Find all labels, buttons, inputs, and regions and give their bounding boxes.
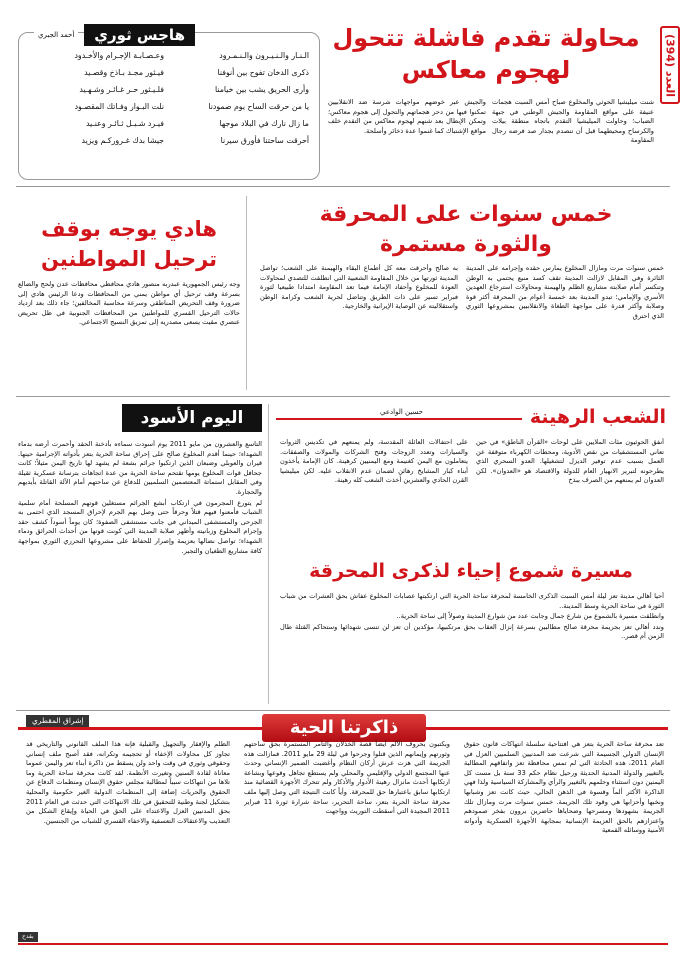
art6-paragraph: وانطلقت مسيرة بالشموع من شارع جمال وجابت عدد من شوارع المدينة وصولاً إلى ساحة الحرية..	[396, 612, 664, 621]
poem-line: فيـثور مجـد بـاذخ وقصـيد	[84, 68, 164, 77]
art7-author: إشراق المقطري	[26, 715, 89, 727]
art7-col-1: تعد محرقة ساحة الحرية بتعز هي افتتاحية سلسلة انتهاكات قانون حقوق الإنسان الدولي الجسيمة التي شرعت ضد المدنيين السلميين العزل في العام 2011، هذه الحادثة التي لم تمس محافظة تعز واتفاقهم المطالبة بالتغيير والدولة المدنية الحديثة ورحيل نظام حكم 33 سنة بل مست كل اليمنين دون استثناء وحلمهم بالتغيير والرأي والمشاركة السياسية ولذا فهي الذاكرة الأكثر ألماً وقسوة في الذهن الحالي، حيث كانت تعز وشبابها ونخبها وأحزابها هي وقود تلك الجريمة. خمس سنوات مرت ومازال تلك الجريمة بشهودها ومسرحها وضحاياها حاضرين يروون بفخر صمودهم واعتزازهم بالحق العزيمة الإنسانية بمجابهة الأجهزة العسكرية وأدواته الأمنية ووسائله القمعية	[464, 740, 664, 835]
poem-line: ما زال نارك في البلاد موجها	[219, 119, 309, 128]
divider	[18, 943, 668, 945]
issue-number: العدد (394)	[660, 26, 680, 104]
art6-body	[280, 592, 664, 704]
art1-col-right: شنت ميليشيا الحوثي والمخلوع صباح أمس السبت هجمات عنيفة على مواقع المقاومة والجيش الوطني في جبهة الضباب؛ وحاولت الميليشيا التقدم باتجاه منطقة بيلات والكرساح ومحيطهما قبل أن تنصدم بجدار صد فرضه رجال المقاومة	[492, 98, 654, 145]
art1-title	[326, 22, 646, 86]
art2-col-left: به صالح وأحرقت معه كل أطماع البقاء والهيمنة على الشعب؛ تواصل المدينة ثورتها من خلال المقاومة الشعبية التي انطلقت للتصدي لمحاولات العودة للمخلوع وأحفاد الإمامة فيما تعد المقاومة امتدادا طبيعيا لثورة فبراير تسير على ذات الطريق وتناضل لحرية الشعب وكرامة الوطن واستقلاليته عن الوصاية الإيرانية والخارجية.	[260, 264, 458, 311]
poem-line: أحرقت ساحتنا فأورق سيرنا	[220, 136, 309, 145]
divider	[16, 396, 670, 397]
art1-col-left: والجيش عبر خوضهم مواجهات شرسة ضد الانقلابيين تمكنوا فيها من دحر هجماتهم والتحول إلى هجوم معاكس؛ وتمكن الإبطال بعد شنهم لهجوم معاكس من التقدم خلف مواقع الإشتباك كما غنموا عدة ذخائر وأسلحة.	[328, 98, 486, 135]
poem-line: وعـصـابـة الإجـرام والأخـدود	[74, 51, 164, 60]
divider	[16, 710, 670, 711]
art6-paragraph: وندد أهالي تعز بجريمة محرقة صالح مطالبين بسرعة إنزال العقاب بحق مرتكبيها، مؤكدين أن تعز لن تنسى شهدائها وستحاكم القتلة طال الزمن أم قصر..	[280, 622, 664, 641]
art6-title: مسيرة شموع إحياء لذكرى المحرقة	[309, 560, 633, 582]
art5-title: اليوم الأسود	[122, 404, 262, 432]
poem-line: جيشا بدك غـرورکـم ويزيد	[81, 136, 164, 145]
art5-paragraph: لم يتورع المجرمون في ارتكاب أبشع الجرائم مستغلين قوتهم المسلحة أمام سلمية الشباب فأمعنوا فيهم قتلاً وحرقاً حتى وصل بهم الجرم لإحراق المسجد الذي احتمى به الجرحى والمستشفى الميداني في جانب مستشفى الصفوة؛ كان يوماً أسوداً كشف حقد وإجرام المخلوع وزبانيته وأظهر صلابة المدينة التي كونت قوتها من أحداث الحرائق ودماء الشهداء؛ تواصل نضالها بعزيمة وإصرار للحفاظ على مشروعها التحرري الثوري بمواجهة كافة مشاريع الطغيان والتجبر.	[18, 498, 262, 555]
art7-col-2: وبكتبون بحروف الألم أيضاً قصة الخذلان والتآمر المستمرة بحق ساحتهم وثورتهم وإيمانهم الذين قتلوا وجرحوا في ليلة 29 مايو 2011. فمازالت هذه الجريمة التي هزت عرش أركان النظام وأغضبت الضمير الإنساني وحدث عنها المجتمع الدولي والإقليمي والمحلي ولم يستطع تجاهل وقوعها وبشاعة ارتكابها أحدث مانزال رهينة الأدوار والأذكار ولم تتحرك الأجهزة القضائية منذ ارتكابها سابق باعتبارها حق للمحرقة. وأياً كانت النتيجة التي وصل إليها ملف محرقة ساحة الحرية بتعز، ساحة التحرير، ساحة شرارة ثورة 11 فبراير 2011 المجيدة التي أسقطت التوريث وواجهت	[244, 740, 450, 816]
page-footer-tag: بقدح	[18, 932, 38, 942]
art4-col-right: أنفق الحوثيون مئات الملايين على لوحات «القرآن الناطق» في حين تعاني المستشفيات من نقص الأدوية، ومحطات الكهرباء متوقفة عن العمل بسبب عدم توفير الديزل لتشغيلها. العدو السحري الذي يطرحونه لتبرير الانهيار العام للدولة والاقتصاد هو «العدوان». لكن العدوان لم يمنعهم من الصرف ببذخ	[476, 438, 664, 485]
art3-body: وجه رئيس الجمهورية عبدربه منصور هادي محافظي محافظات عدن ولحج والضالع بسرعة وقف ترحيل أي مواطن يمني من المحافظات ودعا الرئيس هادي إلى ضرورة وقف التحريض المناطقي وسرعة محاسبة المخالفين؛ جاء ذلك بعد ازدياد حالات الترحيل القسري للمواطنين من المحافظات الجنوبية في ظل تحريض عنصري مقيت يسعى مصدريه إلى تمزيق النسيج الاجتماعي.	[18, 280, 240, 327]
divider	[16, 186, 670, 187]
poem-author: أحمد الجبري	[34, 31, 78, 39]
poem-box	[18, 32, 320, 180]
poem-label: هاجس ثوري	[84, 24, 195, 46]
art1-title-line1: محاولة تقدم فاشلة تتحول	[332, 24, 640, 52]
poem-line: يا من حرقت الساح يوم صمودنا	[208, 102, 309, 111]
art6-paragraph: أحيا أهالي مدينة تعز ليلة أمس السبت الذكرى الخامسة لمحرقة ساحة الحرية التي ارتكبتها عصابات المخلوع عفاش بحق العشرات من شباب الثورة في ساحة الحرية وسط المدينة..	[280, 592, 664, 610]
poem-right-column	[174, 47, 309, 149]
poem-line: وأرى الحريق يشب بين خيامنا	[215, 85, 309, 94]
poem-line: ذكرى الدخان تفوح بين أنوفنا	[217, 68, 309, 77]
divider	[246, 196, 247, 390]
art4-author: حسين الوادعي	[376, 408, 427, 416]
divider	[268, 404, 269, 704]
art5-body	[18, 440, 262, 700]
art2-title-line1: خمس سنوات على المحرقة	[319, 202, 613, 227]
poem-line: فيـرد شـبـل ثـائـر وعنـيد	[85, 119, 164, 128]
art4-col-left: على احتفالات العائلة المقدسة، ولم يمنعهم في تكديس الثروات والسيارات وتعدد الزوجات وفتح الشركات والمولات والصفقات. يتعاملون مع اليمن كغنيمة ومع اليمنيين كرهينة. كان الإمامة يأخذون أبناء كبار المشايخ رهائن لضمان عدم الانقلاب عليه. لكن ميليشيا القرن الحادي والعشرين أخذت الشعب كله رهينة.	[280, 438, 468, 485]
poem-line: الـنـار والـنـيـرون والـنـمـرود	[219, 51, 309, 60]
poem-left-column	[29, 47, 164, 149]
art7-col-3: الظلم والإفقار والتجهيل والقبلية فإنه هذا الملف القانوني والتاريخي قد تجاوز كل محاولات الإخفاء أو تحجيمه وتكرانه، فقد أصبح ملف إنساني وحقوقي وثوري في وقت واحد ولن يسقط من ذاكرة أبناء تعز واليمن عموما معاناة لقادة السنين وتغيرت الأنظمة. لقد كانت محرقة ساحة الحرية وما تلاها من انتهاكات سبباً لمطالبة مجلس حقوق الإنسان ومنظمات الدفاع عن الحقوق والحريات إضافة إلى المنظمات الدولية الغير حكومية والمحلية بتشكيل لجنة وطنية للتحقيق في تلك الانتهاكات التي حدثت في العام 2011 بحق المدنيين العزل والاعتداء على الحق في الحياة وإيقاع الشكل من التعذيب والاعتقالات التعسفية والاخفاء القسري للشباب من الجنسين.	[26, 740, 230, 825]
art4-header	[276, 404, 666, 426]
art5-paragraph: التاسع والعشرون من مايو 2011 يوم أسودت سماءه بأدخنة الحقد وأحمرت أرضه بدماء الشهداء؛ حينما أقدم المخلوع صالح على إحراق ساحة الحرية بتعز بأدواته الإجرامية حينها. قيران والعوبلي وضبعان الذين ارتكبوا جرائم بشعة لم يشهد لها تاريخ اليمن مثيلاً؛ كانت جحافل قوات المخلوع يومها تقتحم ساحة الحرية من عدة اتجاهات بترسانة عسكرية ثقيلة وفي المقابل استماتة المعتصمين السلميين للدفاع عن ساحتهم أمام الآلة القاتلة بأيديهم والحجارة.	[18, 440, 262, 496]
art7-title: ذاكرتنا الحية	[262, 714, 426, 742]
art1-title-line2: لهجوم معاكس	[401, 56, 571, 84]
art2-title	[266, 200, 666, 260]
art3-title	[18, 214, 240, 274]
art4-title: الشعب الرهينة	[522, 404, 666, 430]
poem-line: نلت البـوار وفـاتك المقصـود	[74, 102, 164, 111]
poem-header	[34, 24, 195, 46]
poem-line: فلـيـثور حـر غـائـر وشـهـيد	[79, 85, 164, 94]
art2-col-right: خمس سنوات مرت ومازال المخلوع يمارس حقده وإجرامه على المدينة الثائرة وفي المقابل لازالت المدينة تقف كسد منيع يحتمي به الوطن وتنكسر أمام صلابته مشاريع الظلم والهيمنة ومحاولات استرجاع العهدين الأسري والإمامي؛ تبدو المدينة بعد خمسة أعوام من المحرقة أكثر قوة وصلابة وأكثر قدرة على مواجهة الطغاة والانقلابيين بمشروعها الثوري الذي احترق	[466, 264, 664, 320]
art3-title-line1: هادي يوجه بوقف	[41, 217, 217, 241]
art2-title-line2: والثورة مستمرة	[380, 232, 552, 257]
art3-title-line2: ترحيل المواطنين	[40, 247, 218, 271]
